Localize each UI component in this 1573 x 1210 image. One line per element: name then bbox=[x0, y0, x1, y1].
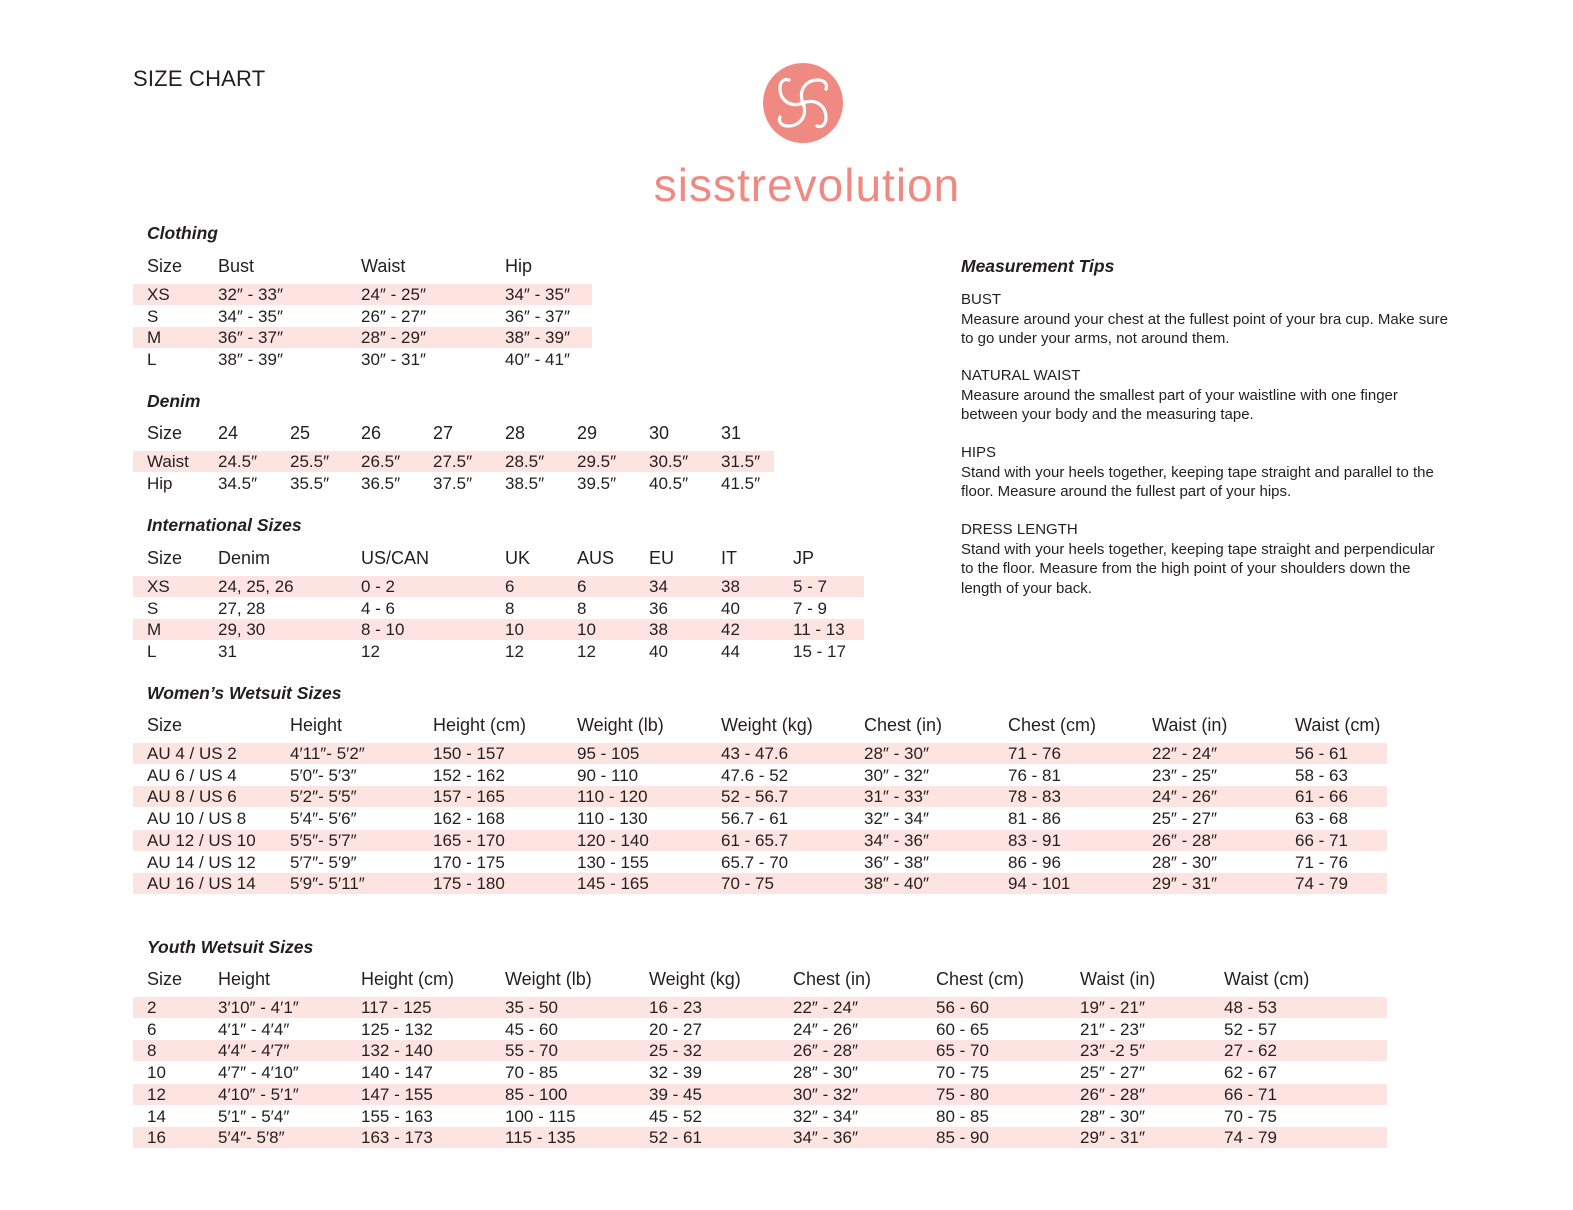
table-cell: 6 bbox=[147, 1019, 157, 1039]
column-header: Denim bbox=[218, 548, 271, 568]
table-cell: 5′2″- 5′5″ bbox=[290, 787, 357, 807]
table-cell: 26″ - 28″ bbox=[793, 1041, 858, 1061]
table-cell: 140 - 147 bbox=[361, 1063, 433, 1083]
table-cell: 39 - 45 bbox=[649, 1084, 702, 1104]
table-cell: 12 bbox=[361, 642, 380, 662]
column-header: Weight (kg) bbox=[721, 715, 813, 735]
brand-wordmark: sisstrevolution bbox=[653, 159, 961, 211]
table-cell: 34.5″ bbox=[218, 473, 258, 493]
table-cell: 132 - 140 bbox=[361, 1041, 433, 1061]
table-cell: 5′9″- 5′11″ bbox=[290, 874, 365, 894]
table-cell: 70 - 75 bbox=[936, 1063, 989, 1083]
table-cell: 100 - 115 bbox=[505, 1106, 576, 1126]
column-header: Weight (lb) bbox=[505, 969, 592, 989]
tip-bust bbox=[961, 290, 1451, 349]
table-cell: 38 bbox=[649, 620, 668, 640]
table-header-row bbox=[133, 969, 1387, 990]
column-header: 30 bbox=[649, 423, 670, 443]
table-row bbox=[133, 808, 1387, 829]
table-cell: 32″ - 34″ bbox=[793, 1106, 858, 1126]
table-cell: 31″ - 33″ bbox=[864, 787, 929, 807]
table-cell: 45 - 52 bbox=[649, 1106, 702, 1126]
table-cell: 60 - 65 bbox=[936, 1019, 989, 1039]
table-cell: 23″ -2 5″ bbox=[1080, 1041, 1145, 1061]
column-header: Size bbox=[147, 423, 183, 443]
table-cell: 4′1″ - 4′4″ bbox=[218, 1019, 290, 1039]
table-cell: 55 - 70 bbox=[505, 1041, 558, 1061]
table-cell: 36 bbox=[649, 598, 668, 618]
table-cell: 155 - 163 bbox=[361, 1106, 433, 1126]
table-cell: 34″ - 35″ bbox=[218, 306, 283, 326]
table-cell: 52 - 61 bbox=[649, 1128, 702, 1148]
table-cell: 30″ - 32″ bbox=[864, 765, 929, 785]
table-cell: 61 - 66 bbox=[1295, 787, 1348, 807]
table-row bbox=[133, 786, 1387, 807]
table-cell: 10 bbox=[577, 620, 596, 640]
table-row bbox=[133, 327, 592, 348]
table-row bbox=[133, 349, 592, 370]
table-cell: 7 - 9 bbox=[793, 598, 828, 618]
table-cell: 95 - 105 bbox=[577, 744, 640, 763]
table-cell: 62 - 67 bbox=[1224, 1063, 1277, 1083]
table-cell: 32″ - 33″ bbox=[218, 285, 283, 304]
table-cell: S bbox=[147, 306, 159, 326]
table-cell: M bbox=[147, 328, 162, 348]
table-cell: 24″ - 26″ bbox=[1152, 787, 1217, 807]
table-header-row bbox=[133, 256, 592, 277]
table-cell: 25 - 32 bbox=[649, 1041, 702, 1061]
table-cell: L bbox=[147, 642, 157, 662]
table-cell: 36″ - 37″ bbox=[505, 306, 570, 326]
table-cell: 28″ - 30″ bbox=[864, 744, 929, 763]
table-row bbox=[133, 997, 1387, 1018]
table-cell: 31.5″ bbox=[721, 452, 761, 471]
table-cell: 29.5″ bbox=[577, 452, 617, 471]
table-cell: 165 - 170 bbox=[433, 830, 505, 850]
table-row bbox=[133, 598, 864, 619]
table-cell: 34″ - 36″ bbox=[793, 1128, 858, 1148]
table-cell: XS bbox=[147, 577, 170, 596]
table-cell: 28.5″ bbox=[505, 452, 545, 471]
tip-text: Measure around your chest at the fullest point of your bra cup. Make sure to go under your arms, not around them. bbox=[961, 310, 1448, 347]
column-header: Waist (cm) bbox=[1295, 715, 1381, 735]
table-row bbox=[133, 473, 774, 494]
table-cell: 5′7″- 5′9″ bbox=[290, 852, 357, 872]
table-cell: AU 12 / US 10 bbox=[147, 830, 256, 850]
table-cell: 12 bbox=[147, 1084, 166, 1104]
table-row bbox=[133, 619, 864, 640]
table-cell: AU 14 / US 12 bbox=[147, 852, 256, 872]
tip-heading: BUST bbox=[961, 291, 1002, 308]
table-cell: 56.7 - 61 bbox=[721, 809, 789, 829]
table-cell: 5′4″- 5′6″ bbox=[290, 809, 357, 829]
table-cell: 117 - 125 bbox=[361, 998, 432, 1017]
table-cell: 8 - 10 bbox=[361, 620, 405, 640]
table-cell: 76 - 81 bbox=[1008, 765, 1061, 785]
tip-natural-waist bbox=[961, 366, 1451, 425]
table-cell: 4 - 6 bbox=[361, 598, 396, 618]
table-cell: 83 - 91 bbox=[1008, 830, 1061, 850]
column-header: JP bbox=[793, 548, 815, 568]
table-row bbox=[133, 1084, 1387, 1105]
table-cell: 147 - 155 bbox=[361, 1084, 433, 1104]
table-cell: 90 - 110 bbox=[577, 765, 639, 785]
column-header: Height (cm) bbox=[361, 969, 455, 989]
table-cell: 48 - 53 bbox=[1224, 998, 1277, 1017]
womens-wetsuit-title: Women’s Wetsuit Sizes bbox=[147, 683, 342, 703]
table-cell: 5′1″ - 5′4″ bbox=[218, 1106, 290, 1126]
table-cell: 32″ - 34″ bbox=[864, 809, 929, 829]
table-cell: 4′11″- 5′2″ bbox=[290, 744, 365, 763]
table-cell: 27.5″ bbox=[433, 452, 473, 471]
table-cell: 45 - 60 bbox=[505, 1019, 558, 1039]
table-cell: Hip bbox=[147, 473, 173, 493]
table-cell: 6 bbox=[505, 577, 515, 596]
table-cell: 8 bbox=[505, 598, 515, 618]
table-header-row bbox=[133, 715, 1387, 736]
table-cell: 65 - 70 bbox=[936, 1041, 989, 1061]
table-cell: 110 - 120 bbox=[577, 787, 648, 807]
international-title: International Sizes bbox=[147, 515, 302, 535]
table-cell: 24″ - 25″ bbox=[361, 285, 426, 304]
table-cell: S bbox=[147, 598, 159, 618]
table-cell: 4′4″ - 4′7″ bbox=[218, 1041, 290, 1061]
table-cell: 71 - 76 bbox=[1295, 852, 1348, 872]
column-header: 31 bbox=[721, 423, 742, 443]
column-header: Weight (lb) bbox=[577, 715, 664, 735]
table-row bbox=[133, 743, 1387, 764]
table-cell: 85 - 100 bbox=[505, 1084, 568, 1104]
table-cell: 38.5″ bbox=[505, 473, 545, 493]
column-header: 27 bbox=[433, 423, 454, 443]
table-cell: 75 - 80 bbox=[936, 1084, 989, 1104]
table-cell: 52 - 56.7 bbox=[721, 787, 789, 807]
table-cell: 26″ - 28″ bbox=[1152, 830, 1217, 850]
table-cell: 10 bbox=[147, 1063, 166, 1083]
table-cell: L bbox=[147, 350, 157, 370]
table-cell: 56 - 61 bbox=[1295, 744, 1348, 763]
table-cell: 152 - 162 bbox=[433, 765, 505, 785]
youth-wetsuit-title: Youth Wetsuit Sizes bbox=[147, 937, 314, 957]
column-header: Size bbox=[147, 715, 183, 735]
table-cell: 40 bbox=[721, 598, 740, 618]
table-cell: 163 - 173 bbox=[361, 1128, 433, 1148]
table-row bbox=[133, 1106, 1387, 1127]
table-cell: 42 bbox=[721, 620, 740, 640]
table-cell: 40″ - 41″ bbox=[505, 350, 570, 370]
column-header: Waist (in) bbox=[1152, 715, 1228, 735]
tip-text: Stand with your heels together, keeping tape straight and parallel to the floor. Measure around the fullest part of your hips. bbox=[961, 463, 1434, 500]
table-cell: 28″ - 30″ bbox=[793, 1063, 858, 1083]
column-header: Size bbox=[147, 548, 183, 568]
column-header: Weight (kg) bbox=[649, 969, 741, 989]
table-cell: 35.5″ bbox=[290, 473, 330, 493]
table-cell: 26″ - 28″ bbox=[1080, 1084, 1145, 1104]
column-header: Height bbox=[218, 969, 271, 989]
table-cell: 30″ - 31″ bbox=[361, 350, 426, 370]
table-cell: 14 bbox=[147, 1106, 166, 1126]
table-cell: 175 - 180 bbox=[433, 874, 505, 894]
table-cell: M bbox=[147, 620, 162, 640]
table-cell: 22″ - 24″ bbox=[1152, 744, 1217, 763]
table-cell: 8 bbox=[147, 1041, 157, 1061]
table-cell: 24″ - 26″ bbox=[793, 1019, 858, 1039]
table-cell: 74 - 79 bbox=[1295, 874, 1348, 894]
table-cell: 37.5″ bbox=[433, 473, 473, 493]
table-cell: 86 - 96 bbox=[1008, 852, 1061, 872]
table-row bbox=[133, 1127, 1387, 1148]
tip-heading: DRESS LENGTH bbox=[961, 521, 1078, 538]
table-cell: 4′7″ - 4′10″ bbox=[218, 1063, 299, 1083]
table-cell: 16 - 23 bbox=[649, 998, 702, 1017]
table-cell: 65.7 - 70 bbox=[721, 852, 789, 872]
table-cell: 36″ - 38″ bbox=[864, 852, 929, 872]
table-cell: 35 - 50 bbox=[505, 998, 558, 1017]
table-cell: 78 - 83 bbox=[1008, 787, 1061, 807]
table-cell: 125 - 132 bbox=[361, 1019, 433, 1039]
table-row bbox=[133, 576, 864, 597]
table-cell: 34″ - 36″ bbox=[864, 830, 929, 850]
table-cell: 30″ - 32″ bbox=[793, 1084, 858, 1104]
clothing-title: Clothing bbox=[147, 223, 218, 243]
table-header-row bbox=[133, 548, 864, 569]
column-header: Waist (in) bbox=[1080, 969, 1156, 989]
table-cell: AU 6 / US 4 bbox=[147, 765, 237, 785]
table-cell: 8 bbox=[577, 598, 587, 618]
table-cell: 80 - 85 bbox=[936, 1106, 989, 1126]
table-cell: 26″ - 27″ bbox=[361, 306, 426, 326]
table-cell: 38″ - 39″ bbox=[505, 328, 570, 348]
column-header: Hip bbox=[505, 256, 533, 276]
table-cell: 40 bbox=[649, 642, 668, 662]
table-cell: 25″ - 27″ bbox=[1152, 809, 1217, 829]
table-cell: 10 bbox=[505, 620, 524, 640]
table-cell: 52 - 57 bbox=[1224, 1019, 1277, 1039]
table-cell: 2 bbox=[147, 998, 157, 1017]
table-cell: 32 - 39 bbox=[649, 1063, 702, 1083]
table-cell: 34″ - 35″ bbox=[505, 285, 570, 304]
table-cell: 30.5″ bbox=[649, 452, 689, 471]
table-cell: 145 - 165 bbox=[577, 874, 649, 894]
table-cell: 70 - 75 bbox=[721, 874, 774, 894]
column-header: Waist (cm) bbox=[1224, 969, 1310, 989]
table-row bbox=[133, 641, 864, 662]
table-cell: 28″ - 30″ bbox=[1080, 1106, 1145, 1126]
table-cell: 56 - 60 bbox=[936, 998, 989, 1017]
table-cell: 115 - 135 bbox=[505, 1128, 576, 1148]
table-cell: 21″ - 23″ bbox=[1080, 1019, 1145, 1039]
column-header: 28 bbox=[505, 423, 526, 443]
table-cell: 58 - 63 bbox=[1295, 765, 1348, 785]
column-header: Chest (in) bbox=[864, 715, 943, 735]
table-cell: AU 4 / US 2 bbox=[147, 744, 237, 763]
table-row bbox=[133, 852, 1387, 873]
table-cell: 162 - 168 bbox=[433, 809, 505, 829]
tip-heading: HIPS bbox=[961, 444, 997, 461]
column-header: EU bbox=[649, 548, 675, 568]
table-cell: 40.5″ bbox=[649, 473, 689, 493]
table-cell: AU 10 / US 8 bbox=[147, 809, 247, 829]
tip-dress-length bbox=[961, 520, 1451, 598]
measurement-tips-title: Measurement Tips bbox=[961, 256, 1115, 276]
column-header: Chest (cm) bbox=[936, 969, 1025, 989]
table-cell: 38″ - 40″ bbox=[864, 874, 929, 894]
column-header: UK bbox=[505, 548, 531, 568]
column-header: 29 bbox=[577, 423, 598, 443]
table-cell: 24.5″ bbox=[218, 452, 258, 471]
table-cell: 29″ - 31″ bbox=[1080, 1128, 1145, 1148]
table-row bbox=[133, 1062, 1387, 1083]
table-cell: 66 - 71 bbox=[1224, 1084, 1277, 1104]
table-cell: 63 - 68 bbox=[1295, 809, 1348, 829]
table-cell: 70 - 85 bbox=[505, 1063, 558, 1083]
table-row bbox=[133, 1040, 1387, 1061]
table-cell: 5 - 7 bbox=[793, 577, 828, 596]
table-cell: 12 bbox=[505, 642, 524, 662]
table-cell: AU 16 / US 14 bbox=[147, 874, 256, 894]
table-cell: 36.5″ bbox=[361, 473, 401, 493]
column-header: Chest (cm) bbox=[1008, 715, 1097, 735]
table-cell: 170 - 175 bbox=[433, 852, 505, 872]
table-cell: 27, 28 bbox=[218, 598, 266, 618]
table-cell: 85 - 90 bbox=[936, 1128, 989, 1148]
page-title: SIZE CHART bbox=[133, 66, 266, 91]
table-cell: 74 - 79 bbox=[1224, 1128, 1277, 1148]
table-cell: 29, 30 bbox=[218, 620, 266, 640]
table-cell: 157 - 165 bbox=[433, 787, 505, 807]
table-cell: 0 - 2 bbox=[361, 577, 396, 596]
table-cell: 47.6 - 52 bbox=[721, 765, 789, 785]
table-cell: 34 bbox=[649, 577, 668, 596]
table-cell: 28″ - 30″ bbox=[1152, 852, 1217, 872]
table-header-row bbox=[133, 423, 774, 444]
table-cell: 71 - 76 bbox=[1008, 744, 1061, 763]
table-cell: 38 bbox=[721, 577, 740, 596]
table-cell: 43 - 47.6 bbox=[721, 744, 789, 763]
column-header: 24 bbox=[218, 423, 239, 443]
table-cell: 12 bbox=[577, 642, 596, 662]
table-row bbox=[133, 284, 592, 305]
table-cell: 23″ - 25″ bbox=[1152, 765, 1217, 785]
table-cell: 29″ - 31″ bbox=[1152, 874, 1217, 894]
column-header: Waist bbox=[361, 256, 406, 276]
column-header: 25 bbox=[290, 423, 311, 443]
table-cell: 24, 25, 26 bbox=[218, 577, 294, 596]
table-cell: 22″ - 24″ bbox=[793, 998, 858, 1017]
column-header: US/CAN bbox=[361, 548, 430, 568]
table-cell: 16 bbox=[147, 1128, 166, 1148]
column-header: Height bbox=[290, 715, 343, 735]
table-row bbox=[133, 830, 1387, 851]
table-cell: 120 - 140 bbox=[577, 830, 649, 850]
table-cell: Waist bbox=[147, 452, 189, 471]
column-header: Chest (in) bbox=[793, 969, 872, 989]
table-cell: 31 bbox=[218, 642, 237, 662]
table-cell: 26.5″ bbox=[361, 452, 401, 471]
table-cell: 41.5″ bbox=[721, 473, 761, 493]
table-cell: 3′10″ - 4′1″ bbox=[218, 998, 299, 1017]
table-cell: AU 8 / US 6 bbox=[147, 787, 237, 807]
table-cell: 5′0″- 5′3″ bbox=[290, 765, 357, 785]
tip-heading: NATURAL WAIST bbox=[961, 367, 1081, 384]
table-cell: 150 - 157 bbox=[433, 744, 505, 763]
table-cell: 38″ - 39″ bbox=[218, 350, 283, 370]
table-cell: 5′5″- 5′7″ bbox=[290, 830, 357, 850]
table-cell: 61 - 65.7 bbox=[721, 830, 789, 850]
table-cell: 70 - 75 bbox=[1224, 1106, 1277, 1126]
table-cell: 25″ - 27″ bbox=[1080, 1063, 1145, 1083]
table-cell: 110 - 130 bbox=[577, 809, 648, 829]
table-cell: 66 - 71 bbox=[1295, 830, 1348, 850]
tip-text: Measure around the smallest part of your waistline with one finger between your body and the measuring tape. bbox=[961, 386, 1398, 423]
column-header: AUS bbox=[577, 548, 615, 568]
column-header: 26 bbox=[361, 423, 382, 443]
table-cell: 15 - 17 bbox=[793, 642, 846, 662]
column-header: Height (cm) bbox=[433, 715, 527, 735]
table-cell: 6 bbox=[577, 577, 587, 596]
table-row bbox=[133, 306, 592, 327]
table-row bbox=[133, 765, 1387, 786]
denim-title: Denim bbox=[147, 391, 201, 411]
table-cell: 4′10″ - 5′1″ bbox=[218, 1084, 299, 1104]
table-cell: 94 - 101 bbox=[1008, 874, 1071, 894]
table-cell: 27 - 62 bbox=[1224, 1041, 1277, 1061]
table-cell: 5′4″- 5′8″ bbox=[218, 1128, 285, 1148]
table-cell: XS bbox=[147, 285, 170, 304]
column-header: Size bbox=[147, 256, 183, 276]
table-row bbox=[133, 873, 1387, 894]
table-row bbox=[133, 1019, 1387, 1040]
table-cell: 36″ - 37″ bbox=[218, 328, 283, 348]
table-cell: 20 - 27 bbox=[649, 1019, 702, 1039]
swirl-logo-icon bbox=[762, 62, 844, 144]
table-row bbox=[133, 451, 774, 472]
table-cell: 25.5″ bbox=[290, 452, 330, 471]
tip-text: Stand with your heels together, keeping tape straight and perpendicular to the floor. Measure from the high point of your shoulders down the length of your back. bbox=[961, 540, 1435, 597]
table-cell: 11 - 13 bbox=[793, 620, 845, 640]
column-header: Size bbox=[147, 969, 183, 989]
table-cell: 130 - 155 bbox=[577, 852, 649, 872]
table-cell: 39.5″ bbox=[577, 473, 617, 493]
tip-hips bbox=[961, 443, 1451, 502]
column-header: Bust bbox=[218, 256, 255, 276]
table-cell: 19″ - 21″ bbox=[1080, 998, 1145, 1017]
table-cell: 81 - 86 bbox=[1008, 809, 1061, 829]
table-cell: 28″ - 29″ bbox=[361, 328, 426, 348]
column-header: IT bbox=[721, 548, 737, 568]
table-cell: 44 bbox=[721, 642, 740, 662]
